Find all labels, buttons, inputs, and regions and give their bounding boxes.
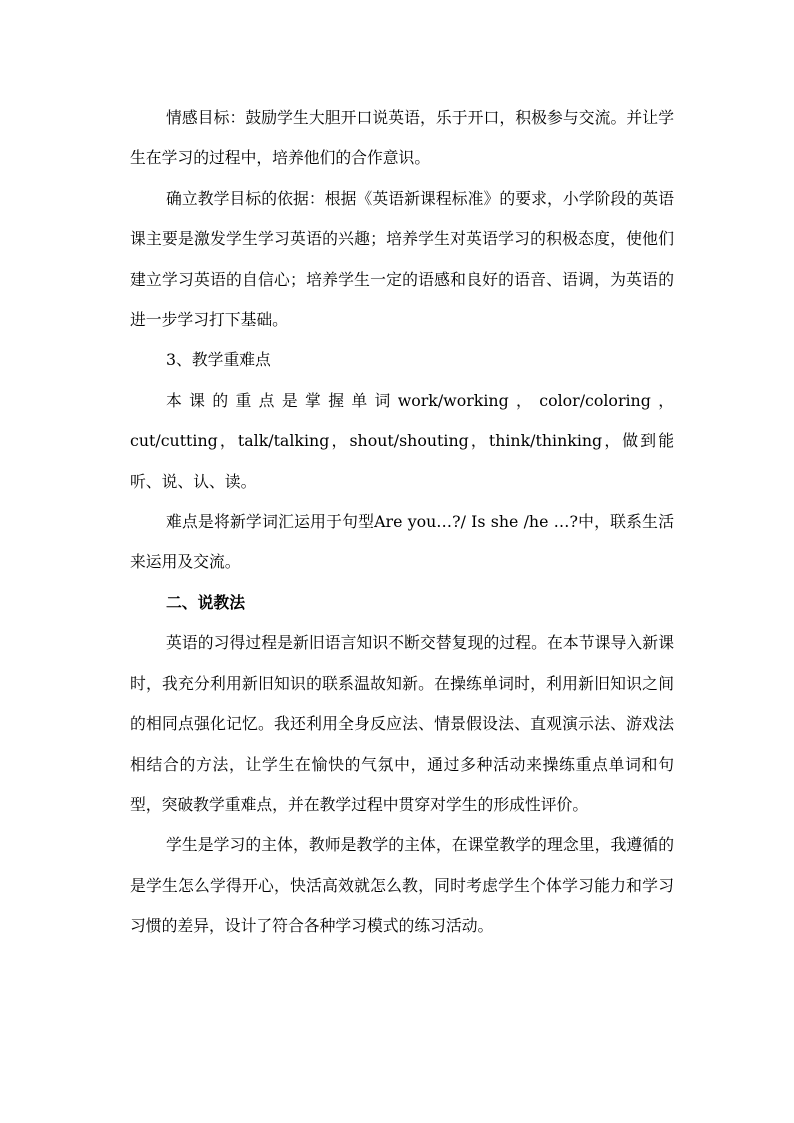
- paragraph-method-2: 学生是学习的主体，教师是教学的主体，在课堂教学的理念里，我遵循的是学生怎么学得开心，快活高效就怎么教，同时考虑学生个体学习能力和学习习惯的差异，设计了符合各种学习模式的练习活动。: [130, 835, 674, 936]
- paragraph-goal-basis: 确立教学目标的依据：根据《英语新课程标准》的要求，小学阶段的英语课主要是激发学生学习英语的兴趣；培养学生对英语学习的积极态度，使他们建立学习英语的自信心；培养学生一定的语感和良好的语音、语调，为英语的进一步学习打下基础。: [130, 188, 674, 330]
- paragraph-key-points: 本课的重点是掌握单词work/working，color/coloring，cut/cutting，talk/talking，shout/shouting，think/thinking，做到能听、说、认、读。: [130, 390, 674, 491]
- section-title-key-points: 3、教学重难点: [166, 350, 271, 370]
- section-heading-teaching-method: 二、说教法: [166, 592, 245, 612]
- paragraph-method-1: 英语的习得过程是新旧语言知识不断交替复现的过程。在本节课导入新课时，我充分利用新旧知识的联系温故知新。在操练单词时，利用新旧知识之间的相同点强化记忆。我还利用全身反应法、情景假设法、直观演示法、游戏法相结合的方法，让学生在愉快的气氛中，通过多种活动来操练重点单词和句型，突破教学重难点，并在教学过程中贯穿对学生的形成性评价。: [130, 633, 674, 814]
- paragraph-difficult-points: 难点是将新学词汇运用于句型Are you…?/ Is she /he …?中，联系生活来运用及交流。: [130, 512, 674, 572]
- paragraph-emotional-goal: 情感目标：鼓励学生大胆开口说英语，乐于开口，积极参与交流。并让学生在学习的过程中，培养他们的合作意识。: [130, 108, 674, 168]
- document-page: [130, 98, 674, 947]
